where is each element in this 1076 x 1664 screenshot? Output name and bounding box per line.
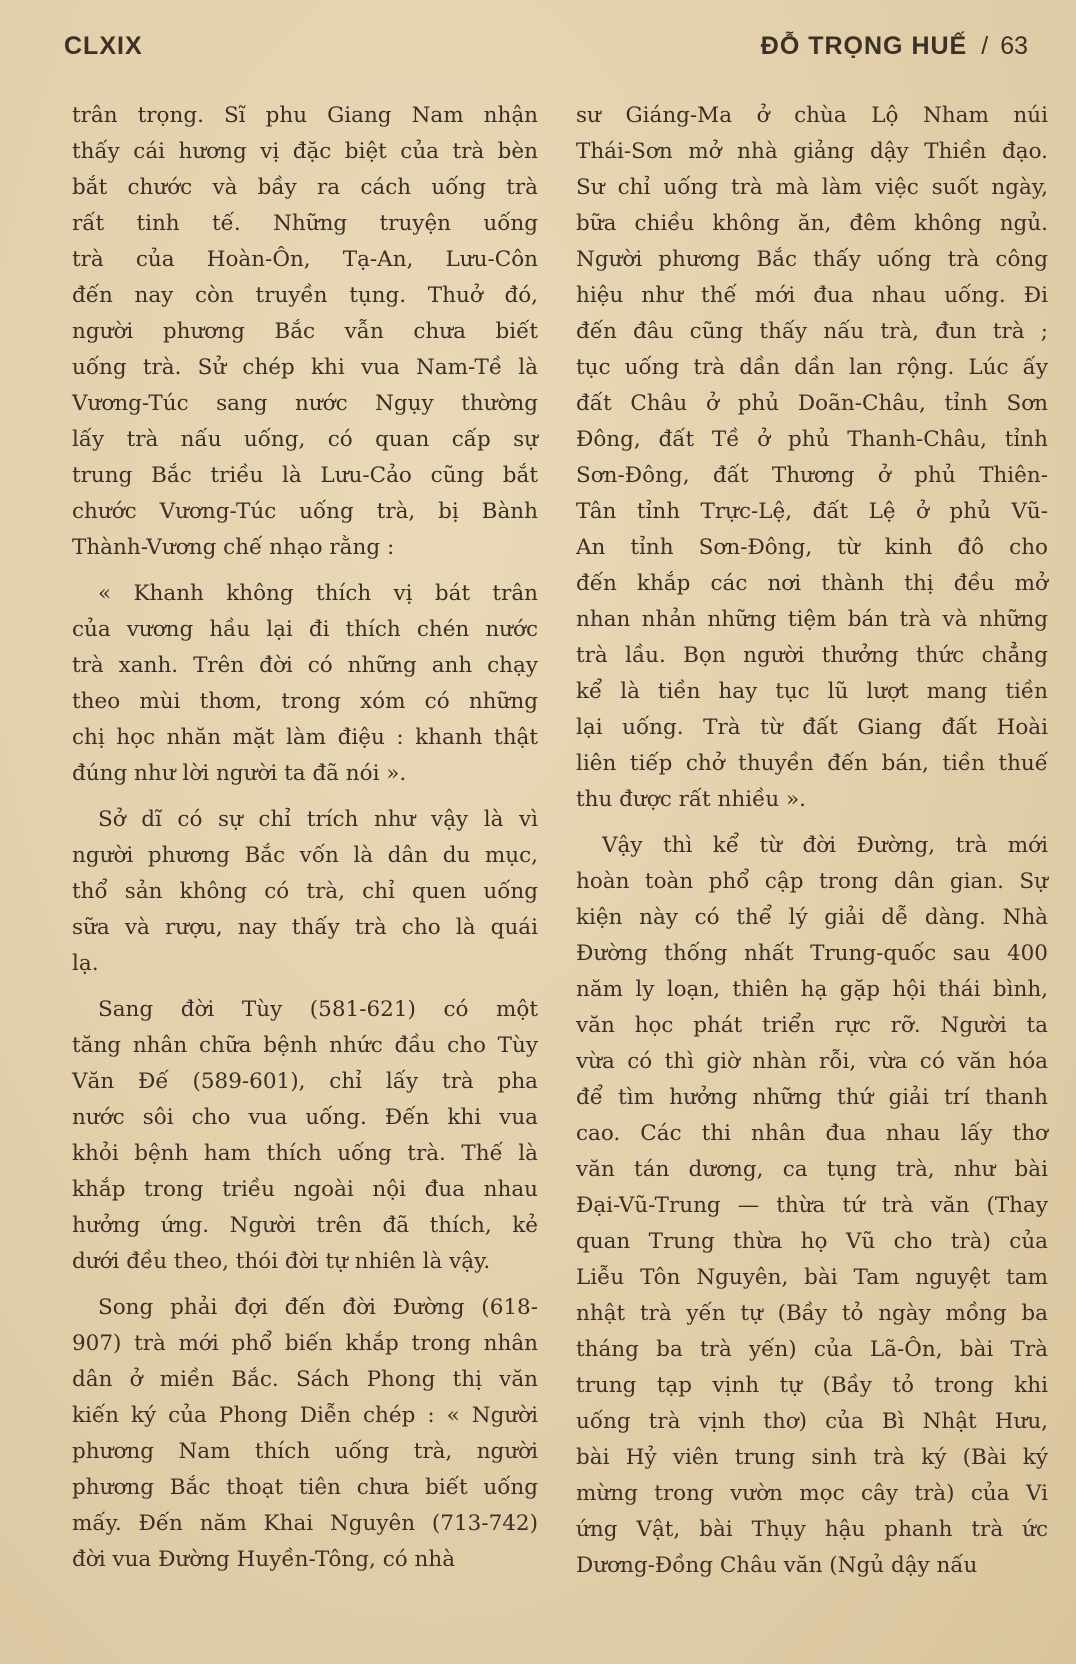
paragraph xyxy=(72,576,538,792)
page-number: 63 xyxy=(1000,32,1028,60)
text-line: sữa và rượu, nay thấy trà cho là quái xyxy=(72,915,538,940)
text-line: tháng ba trà yến) của Lã-Ôn, bài Trà xyxy=(576,1337,1048,1362)
paragraph-gap xyxy=(72,1280,538,1290)
text-line: đến đâu cũng thấy nấu trà, đun trà ; xyxy=(576,319,1048,344)
paragraph xyxy=(72,802,538,982)
text-line: trân trọng. Sĩ phu Giang Nam nhận xyxy=(72,103,538,128)
text-line: thấy cái hương vị đặc biệt của trà bèn xyxy=(72,139,538,164)
text-line: hưởng ứng. Người trên đã thích, kẻ xyxy=(72,1213,538,1238)
text-line: bắt chước và bầy ra cách uống trà xyxy=(72,175,538,200)
text-line: mừng trong vườn mọc cây trà) của Vi xyxy=(576,1481,1048,1506)
text-line: đời vua Đường Huyền-Tông, có nhà xyxy=(72,1547,456,1572)
text-line: đến khắp các nơi thành thị đều mở xyxy=(576,571,1048,596)
text-line: dân ở miền Bắc. Sách Phong thị văn xyxy=(72,1367,538,1392)
text-line: văn học phát triển rực rỡ. Người ta xyxy=(576,1013,1048,1038)
paragraph xyxy=(72,992,538,1280)
text-line: Dương-Đồng Châu văn (Ngủ dậy nấu xyxy=(576,1553,978,1578)
text-line: Đường thống nhất Trung-quốc sau 400 xyxy=(576,941,1048,966)
text-line: phương Bắc thoạt tiên chưa biết uống xyxy=(72,1475,538,1500)
text-line: dưới đều theo, thói đời tự nhiên là vậy. xyxy=(72,1249,491,1274)
right-text-column xyxy=(576,98,1048,1584)
text-line: người phương Bắc vẫn chưa biết xyxy=(72,319,538,344)
text-line: Sư chỉ uống trà mà làm việc suốt ngày, xyxy=(576,175,1048,200)
text-line: theo mùi thơm, trong xóm có những xyxy=(72,689,538,714)
header-separator: / xyxy=(981,32,989,60)
text-line: trà xanh. Trên đời có những anh chạy xyxy=(72,653,538,678)
paragraph xyxy=(72,98,538,566)
text-line: kiến ký của Phong Diễn chép : « Người xyxy=(72,1403,538,1428)
running-head xyxy=(761,32,1028,61)
text-line: thu được rất nhiều ». xyxy=(576,787,806,812)
text-line: hiệu như thế mới đua nhau uống. Đi xyxy=(576,283,1048,308)
text-line: người phương Bắc vốn là dân du mục, xyxy=(72,843,538,868)
text-line: Sang đời Tùy (581-621) có một xyxy=(98,997,538,1022)
text-line: Đại-Vũ-Trung — thừa tứ trà văn (Thay xyxy=(576,1193,1048,1218)
text-line: Sở dĩ có sự chỉ trích như vậy là vì xyxy=(98,807,538,832)
text-line: trà của Hoàn-Ôn, Tạ-An, Lưu-Côn xyxy=(72,247,538,272)
text-line: Người phương Bắc thấy uống trà công xyxy=(576,247,1048,272)
text-line: Thái-Sơn mở nhà giảng dậy Thiền đạo. xyxy=(576,139,1048,164)
text-line: nước sôi cho vua uống. Đến khi vua xyxy=(72,1105,538,1130)
text-line: bữa chiều không ăn, đêm không ngủ. xyxy=(576,211,1048,236)
text-line: kể là tiền hay tục lũ lượt mang tiền xyxy=(576,679,1048,704)
paragraph-gap xyxy=(576,818,1048,828)
text-line: đến nay còn truyền tụng. Thuở đó, xyxy=(72,283,538,308)
text-line: uống trà. Sử chép khi vua Nam-Tề là xyxy=(72,355,538,380)
text-line: để tìm hưởng những thứ giải trí thanh xyxy=(576,1085,1048,1110)
text-line: trà lầu. Bọn người thưởng thức chẳng xyxy=(576,643,1048,668)
text-line: cao. Các thi nhân đua nhau lấy thơ xyxy=(576,1121,1048,1146)
text-line: Song phải đợi đến đời Đường (618- xyxy=(98,1295,538,1320)
text-line: nhật trà yến tự (Bầy tỏ ngày mồng ba xyxy=(576,1301,1048,1326)
text-line: Vậy thì kể từ đời Đường, trà mới xyxy=(602,833,1048,858)
left-text-column xyxy=(72,98,538,1578)
paragraph xyxy=(576,98,1048,818)
text-line: chước Vương-Túc uống trà, bị Bành xyxy=(72,499,538,524)
text-line: lạ. xyxy=(72,951,99,976)
text-line: văn tán dương, ca tụng trà, như bài xyxy=(576,1157,1048,1182)
text-line: Vương-Túc sang nước Ngụy thường xyxy=(72,391,538,416)
text-line: trung Bắc triều là Lưu-Cảo cũng bắt xyxy=(72,463,538,488)
text-line: phương Nam thích uống trà, người xyxy=(72,1439,538,1464)
text-line: thổ sản không có trà, chỉ quen uống xyxy=(72,879,538,904)
author-name: ĐỖ TRỌNG HUẾ xyxy=(760,32,968,60)
page-header xyxy=(64,28,1028,72)
text-line: khỏi bệnh ham thích uống trà. Thế là xyxy=(72,1141,538,1166)
text-line: vừa có thì giờ nhàn rỗi, vừa có văn hóa xyxy=(576,1049,1048,1074)
paragraph xyxy=(576,828,1048,1584)
text-line: Văn Đế (589-601), chỉ lấy trà pha xyxy=(72,1069,538,1094)
text-line: hoàn toàn phổ cập trong dân gian. Sự xyxy=(576,869,1048,894)
paragraph xyxy=(72,1290,538,1578)
paragraph-gap xyxy=(72,982,538,992)
text-line: ứng Vật, bài Thụy hậu phanh trà ức xyxy=(576,1517,1048,1542)
text-line: An tỉnh Sơn-Đông, từ kinh đô cho xyxy=(576,535,1048,560)
text-line: Liễu Tôn Nguyên, bài Tam nguyệt tam xyxy=(576,1265,1048,1290)
text-line: Tân tỉnh Trực-Lệ, đất Lệ ở phủ Vũ- xyxy=(576,499,1048,524)
text-line: khắp trong triều ngoài nội đua nhau xyxy=(72,1177,538,1202)
text-line: mấy. Đến năm Khai Nguyên (713-742) xyxy=(72,1511,538,1536)
text-line: của vương hầu lại đi thích chén nước xyxy=(72,617,538,642)
text-line: tăng nhân chữa bệnh nhức đầu cho Tùy xyxy=(72,1033,538,1058)
text-line: rất tinh tế. Những truyện uống xyxy=(72,211,538,236)
text-line: đất Châu ở phủ Doãn-Châu, tỉnh Sơn xyxy=(576,391,1048,416)
text-line: lấy trà nấu uống, có quan cấp sự xyxy=(72,427,538,452)
paragraph-gap xyxy=(72,566,538,576)
text-line: 907) trà mới phổ biến khắp trong nhân xyxy=(72,1331,538,1356)
text-line: uống trà vịnh thơ) của Bì Nhật Hưu, xyxy=(576,1409,1048,1434)
text-line: Thành-Vương chế nhạo rằng : xyxy=(72,535,395,560)
text-line: chị học nhăn mặt làm điệu : khanh thật xyxy=(72,725,538,750)
chapter-number: CLXIX xyxy=(64,32,143,60)
text-line: sư Giáng-Ma ở chùa Lộ Nham núi xyxy=(576,103,1048,128)
paragraph-gap xyxy=(72,792,538,802)
text-line: đúng như lời người ta đã nói ». xyxy=(72,761,407,786)
text-line: quan Trung thừa họ Vũ cho trà) của xyxy=(576,1229,1048,1254)
text-line: năm ly loạn, thiên hạ gặp hội thái bình, xyxy=(576,977,1048,1002)
text-line: kiện này có thể lý giải dễ dàng. Nhà xyxy=(576,905,1048,930)
text-line: Sơn-Đông, đất Thương ở phủ Thiên- xyxy=(576,463,1048,488)
text-line: trung tạp vịnh tự (Bầy tỏ trong khi xyxy=(576,1373,1048,1398)
text-line: liên tiếp chở thuyền đến bán, tiền thuế xyxy=(576,751,1048,776)
text-line: Đông, đất Tề ở phủ Thanh-Châu, tỉnh xyxy=(576,427,1048,452)
text-line: lại uống. Trà từ đất Giang đất Hoài xyxy=(576,715,1048,740)
text-line: nhan nhản những tiệm bán trà và những xyxy=(576,607,1048,632)
text-line: tục uống trà dần dần lan rộng. Lúc ấy xyxy=(576,355,1048,380)
text-line: bài Hỷ viên trung sinh trà ký (Bài ký xyxy=(576,1445,1048,1470)
text-line: « Khanh không thích vị bát trân xyxy=(98,581,538,606)
